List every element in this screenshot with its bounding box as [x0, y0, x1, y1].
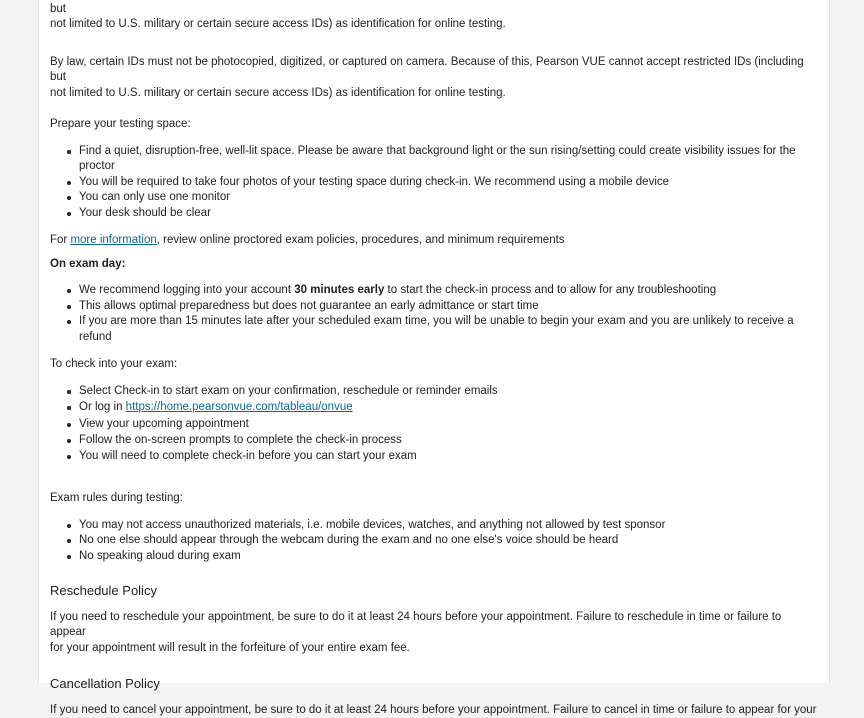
exam-rules-list [50, 518, 820, 565]
list-item: You will be required to take four photos of your testing space during check-in. We recommend using a mobile device [79, 175, 820, 191]
list-item: Select Check-in to start exam on your confirmation, reschedule or reminder emails [79, 384, 820, 400]
list-item: Your desk should be clear [79, 206, 820, 222]
list-item: You may not access unauthorized materials, i.e. mobile devices, watches, and anything not allowed by test sponsor [79, 518, 820, 534]
reschedule-policy-text: If you need to reschedule your appointment, be sure to do it at least 24 hours before your appointment. Failure to reschedule in time or failure to appear for your appointment will result in the forfeiture of your entire exam fee. [50, 610, 820, 657]
list-item: You can only use one monitor [79, 190, 820, 206]
more-information-link[interactable]: more information [70, 234, 156, 246]
cancellation-policy-text: If you need to cancel your appointment, be sure to do it at least 24 hours before your appointment. Failure to cancel in time or failure to appear for your [50, 703, 820, 718]
exam-day-heading: On exam day: [50, 257, 820, 273]
list-item: This allows optimal preparedness but does not guarantee an early admittance or start time [79, 299, 820, 315]
reschedule-policy-heading: Reschedule Policy [50, 583, 820, 599]
testing-space-list [50, 144, 820, 222]
ids-note-top [50, 0, 820, 33]
list-item: If you are more than 15 minutes late after your scheduled exam time, you will be unable to begin your exam and you are unlikely to receive a refund [79, 314, 820, 345]
email-page [38, 0, 830, 683]
exam-rules-heading: Exam rules during testing: [50, 491, 820, 507]
list-item: Find a quiet, disruption-free, well-lit space. Please be aware that background light or the sun rising/setting could create visibility issues for the proctor [79, 144, 820, 175]
onvue-login-link[interactable]: https://home.pearsonvue.com/tableau/onvue [126, 401, 353, 413]
check-in-list [50, 384, 820, 465]
list-item: No speaking aloud during exam [79, 549, 820, 565]
ids-note-line: not limited to U.S. military or certain secure access IDs) as identification for online testing. [50, 17, 820, 33]
list-item: Or log in https://home.pearsonvue.com/tableau/onvue [79, 400, 820, 416]
check-in-heading: To check into your exam: [50, 357, 820, 373]
list-item: You will need to complete check-in before you can start your exam [79, 449, 820, 465]
list-item: View your upcoming appointment [79, 417, 820, 433]
ids-note-line: not limited to U.S. military or certain secure access IDs) as identification for online testing. [50, 86, 820, 102]
testing-space-heading: Prepare your testing space: [50, 117, 820, 133]
ids-note-line: but [50, 0, 820, 17]
ids-note-line: By law, certain IDs must not be photocopied, digitized, or captured on camera. Because of this, Pearson VUE cannot accept restricted IDs (including but [50, 55, 820, 86]
list-item: Follow the on-screen prompts to complete the check-in process [79, 433, 820, 449]
ids-note [50, 55, 820, 102]
exam-day-list [50, 283, 820, 345]
more-info-text: For more information, review online proctored exam policies, procedures, and minimum requirements [50, 233, 820, 249]
cancellation-policy-heading: Cancellation Policy [50, 676, 820, 692]
list-item: No one else should appear through the webcam during the exam and no one else's voice should be heard [79, 533, 820, 549]
email-body [50, 0, 820, 718]
list-item: We recommend logging into your account 30 minutes early to start the check-in process and to allow for any troubleshooting [79, 283, 820, 299]
